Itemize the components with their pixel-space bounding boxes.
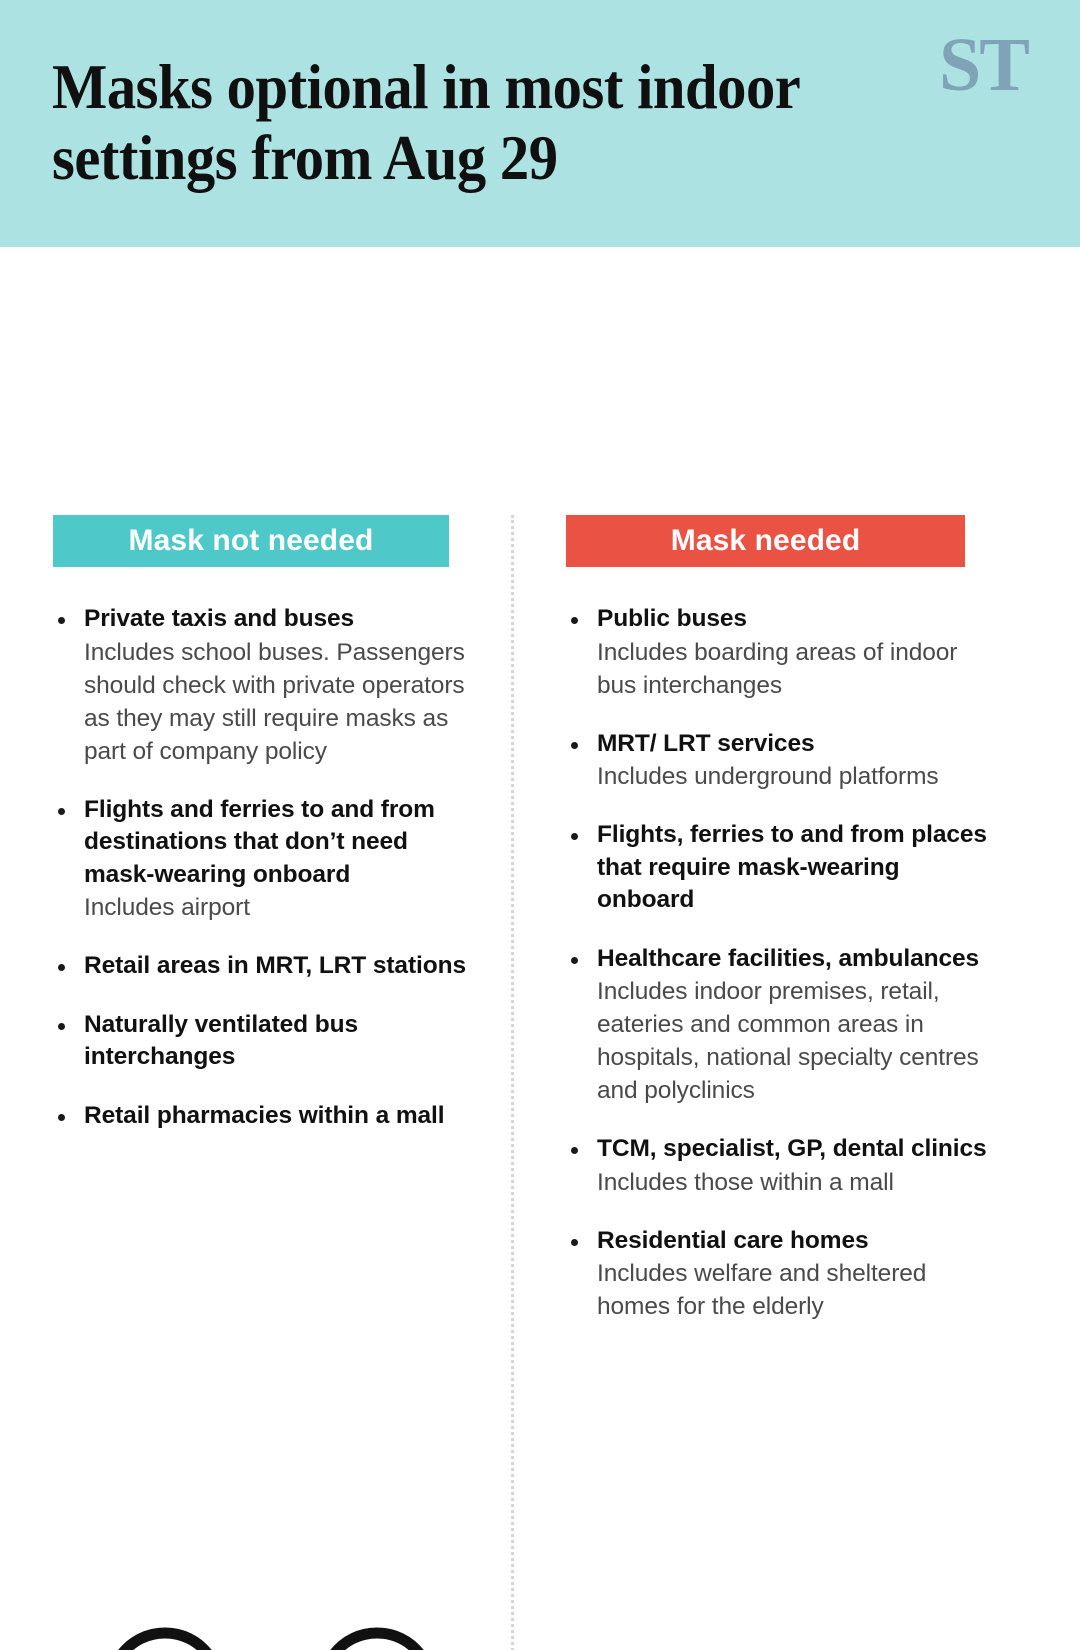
- logo-letter-t: T: [979, 23, 1028, 107]
- bullet-dot-icon: [571, 1239, 578, 1246]
- straits-times-logo: [939, 23, 1028, 107]
- bullet-dot-icon: [571, 957, 578, 964]
- bullet-detail: Includes boarding areas of indoor bus interchanges: [597, 638, 958, 699]
- bullet-detail: Includes airport: [84, 894, 250, 921]
- column-divider: [511, 515, 514, 1650]
- list-item: [53, 950, 483, 983]
- list-item: [53, 794, 483, 925]
- bullet-title: Flights, ferries to and from places that require mask-wearing onboard: [597, 821, 987, 913]
- person-without-mask-icon: [72, 1633, 258, 1650]
- bullet-title: Retail pharmacies within a mall: [84, 1101, 445, 1129]
- bullet-title: Naturally ventilated bus interchanges: [84, 1010, 358, 1070]
- list-item: [566, 943, 998, 1108]
- bullet-title: Flights and ferries to and from destinations that don’t need mask-wearing onboard: [84, 795, 435, 888]
- bullet-dot-icon: [571, 742, 578, 749]
- list-item: [566, 1225, 998, 1324]
- list-item: [566, 819, 998, 917]
- column-mask-not-needed: [53, 515, 483, 1132]
- person-with-mask-icon: [284, 1633, 470, 1650]
- bullet-dot-icon: [58, 964, 65, 971]
- bullet-title: Healthcare facilities, ambulances: [597, 944, 980, 972]
- column-mask-needed: [566, 515, 998, 1323]
- bullet-list-mask-not-needed: [53, 603, 483, 1132]
- page-title: Masks optional in most indoor settings from Aug 29: [52, 52, 800, 193]
- bullet-dot-icon: [58, 808, 65, 815]
- list-item: [53, 1100, 483, 1133]
- bullet-dot-icon: [571, 617, 578, 624]
- bullet-dot-icon: [58, 617, 65, 624]
- bullet-title: TCM, specialist, GP, dental clinics: [597, 1135, 987, 1162]
- list-item: [53, 603, 483, 768]
- bullet-detail: Includes school buses. Passengers should check with private operators as they may still require masks as part of company policy: [84, 638, 465, 765]
- bullet-detail: Includes underground platforms: [597, 763, 939, 790]
- list-item: [566, 728, 998, 794]
- bullet-title: Public buses: [597, 605, 747, 632]
- content-area: [0, 247, 1080, 1650]
- bullet-detail: Includes welfare and sheltered homes for the elderly: [597, 1260, 927, 1320]
- bullet-title: Private taxis and buses: [84, 605, 355, 632]
- bullet-detail: Includes those within a mall: [597, 1168, 894, 1196]
- column-heading-mask-needed: Mask needed: [566, 515, 965, 567]
- list-item: [566, 603, 998, 702]
- bullet-title: Residential care homes: [597, 1226, 869, 1254]
- bullet-dot-icon: [58, 1114, 65, 1121]
- bullet-dot-icon: [571, 833, 578, 840]
- bullet-title: Retail areas in MRT, LRT stations: [84, 952, 466, 979]
- list-item: [566, 1133, 998, 1199]
- bullet-list-mask-needed: [566, 603, 998, 1323]
- logo-letter-s: S: [939, 23, 980, 107]
- header-band: [0, 0, 1080, 247]
- bullet-dot-icon: [58, 1023, 65, 1030]
- list-item: [53, 1009, 483, 1074]
- two-people-mask-illustration: [62, 1569, 482, 1650]
- bullet-dot-icon: [571, 1147, 578, 1154]
- bullet-detail: Includes indoor premises, retail, eateries and common areas in hospitals, national specialty centres and polyclinics: [597, 978, 979, 1104]
- bullet-title: MRT/ LRT services: [597, 729, 815, 757]
- column-heading-mask-not-needed: Mask not needed: [53, 515, 449, 567]
